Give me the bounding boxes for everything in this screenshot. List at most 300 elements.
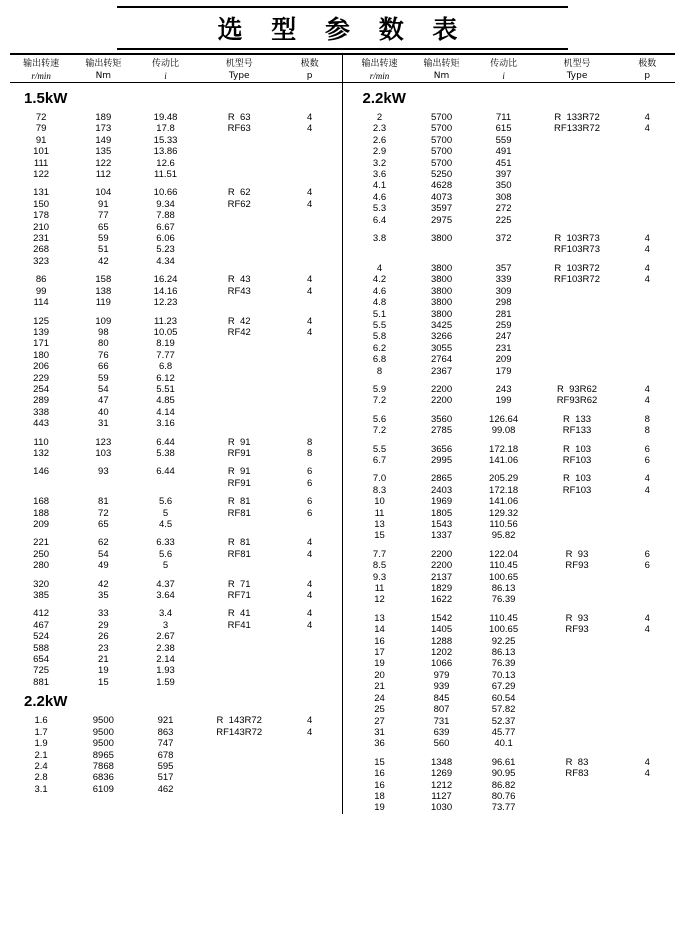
cell-output-torque: 1348 bbox=[430, 756, 453, 768]
cell-output-speed: 320 bbox=[33, 578, 50, 590]
cell-output-speed: 7.0 bbox=[372, 473, 387, 485]
cell-model-type bbox=[197, 654, 282, 665]
cell-model-type bbox=[197, 677, 282, 688]
cell-poles bbox=[282, 654, 338, 665]
cell-poles: 4 bbox=[307, 578, 313, 590]
table-row bbox=[349, 146, 676, 157]
group-spacer-cell bbox=[349, 407, 676, 414]
cell-output-speed: 18 bbox=[374, 790, 385, 802]
table-row bbox=[349, 670, 676, 681]
cell-output-torque: 3425 bbox=[430, 319, 453, 331]
cell-model-type: R 91 bbox=[227, 436, 251, 448]
cell-poles bbox=[282, 210, 338, 221]
cell-output-speed: 12 bbox=[374, 594, 385, 606]
cell-poles bbox=[619, 693, 675, 704]
cell-model-type: RF133R72 bbox=[554, 123, 600, 135]
group-spacer bbox=[10, 459, 338, 466]
cell-ratio: 172.18 bbox=[489, 484, 519, 496]
cell-output-torque: 5250 bbox=[430, 169, 453, 181]
cell-output-speed: 7.7 bbox=[372, 548, 387, 560]
section-title: 2.2kW bbox=[24, 693, 68, 711]
cell-output-torque: 3800 bbox=[430, 297, 453, 309]
cell-output-torque: 26 bbox=[98, 631, 109, 643]
cell-output-torque: 77 bbox=[98, 210, 109, 222]
header-speed-unit: r/min bbox=[31, 71, 51, 81]
table-row bbox=[349, 297, 676, 308]
cell-model-type bbox=[197, 233, 282, 244]
table-row bbox=[10, 350, 338, 361]
table-row bbox=[349, 530, 676, 541]
table-row bbox=[349, 425, 676, 436]
cell-poles: 4 bbox=[644, 233, 650, 245]
table-row bbox=[349, 485, 676, 496]
table-row bbox=[10, 772, 338, 783]
cell-ratio: 3.4 bbox=[158, 608, 173, 620]
table-row bbox=[10, 715, 338, 726]
cell-output-speed: 8.3 bbox=[372, 484, 387, 496]
cell-poles bbox=[282, 677, 338, 688]
cell-ratio: 19.48 bbox=[153, 112, 178, 123]
cell-model-type: RF93 bbox=[565, 560, 589, 572]
cell-poles bbox=[619, 681, 675, 692]
cell-output-speed: 171 bbox=[33, 338, 50, 350]
cell-output-torque: 2865 bbox=[430, 473, 453, 485]
cell-ratio: 90.95 bbox=[491, 768, 516, 780]
cell-output-speed: 31 bbox=[374, 726, 385, 738]
cell-model-type bbox=[197, 361, 282, 372]
table-row bbox=[349, 263, 676, 274]
cell-poles bbox=[619, 530, 675, 541]
cell-ratio: 110.45 bbox=[489, 612, 518, 624]
table-row bbox=[349, 331, 676, 342]
cell-model-type bbox=[535, 658, 620, 669]
table-row bbox=[10, 112, 338, 123]
cell-model-type bbox=[197, 761, 282, 772]
cell-model-type bbox=[535, 158, 620, 169]
table-row bbox=[10, 135, 338, 146]
cell-output-torque: 845 bbox=[433, 692, 450, 704]
cell-poles bbox=[282, 244, 338, 255]
cell-output-torque: 3560 bbox=[430, 413, 453, 425]
cell-poles bbox=[282, 338, 338, 349]
cell-model-type bbox=[535, 286, 620, 297]
cell-output-speed: 3.6 bbox=[372, 169, 387, 181]
group-spacer-cell bbox=[10, 489, 338, 496]
cell-poles: 4 bbox=[307, 537, 313, 549]
cell-output-torque: 93 bbox=[98, 466, 109, 478]
cell-poles: 4 bbox=[307, 123, 313, 135]
table-row bbox=[349, 704, 676, 715]
cell-ratio: 5.38 bbox=[156, 447, 175, 459]
table-row bbox=[349, 180, 676, 191]
cell-output-speed: 9.3 bbox=[372, 571, 387, 583]
table-row bbox=[10, 620, 338, 631]
cell-ratio: 1.93 bbox=[156, 665, 175, 677]
cell-model-type: R 143R72 bbox=[216, 715, 262, 727]
cell-ratio: 711 bbox=[496, 112, 512, 123]
cell-output-speed: 27 bbox=[374, 715, 385, 727]
cell-output-speed: 5.8 bbox=[372, 331, 387, 343]
cell-output-torque bbox=[411, 244, 473, 255]
cell-ratio: 298 bbox=[495, 297, 512, 309]
cell-output-speed: 101 bbox=[33, 146, 50, 158]
cell-ratio: 40.1 bbox=[494, 738, 513, 750]
header-type: 机型号 bbox=[225, 59, 253, 69]
cell-ratio: 281 bbox=[495, 308, 512, 320]
cell-model-type: RF62 bbox=[227, 198, 251, 210]
cell-output-speed: 150 bbox=[33, 198, 50, 210]
cell-output-torque: 112 bbox=[95, 169, 111, 181]
table-row bbox=[10, 373, 338, 384]
cell-poles: 8 bbox=[307, 436, 313, 448]
table-row bbox=[349, 572, 676, 583]
cell-ratio: 559 bbox=[495, 134, 512, 146]
cell-poles: 6 bbox=[307, 466, 313, 478]
table-row bbox=[349, 768, 676, 779]
cell-output-torque: 123 bbox=[95, 436, 112, 448]
table-row bbox=[10, 784, 338, 795]
cell-poles bbox=[619, 496, 675, 507]
cell-ratio: 7.77 bbox=[156, 349, 175, 361]
cell-ratio: 57.82 bbox=[491, 704, 516, 716]
table-row bbox=[10, 738, 338, 749]
cell-ratio: 60.54 bbox=[491, 692, 516, 704]
cell-ratio: 259 bbox=[495, 319, 512, 331]
group-spacer-cell bbox=[10, 309, 338, 316]
group-spacer-cell bbox=[349, 437, 676, 444]
cell-model-type: R 93 bbox=[565, 548, 589, 560]
cell-poles: 4 bbox=[307, 326, 313, 338]
cell-model-type bbox=[197, 210, 282, 221]
cell-output-speed: 467 bbox=[33, 619, 50, 631]
spec-table bbox=[10, 715, 338, 795]
cell-output-torque: 23 bbox=[98, 642, 109, 654]
cell-model-type: R 91 bbox=[227, 466, 251, 478]
cell-output-torque: 3800 bbox=[430, 233, 453, 245]
cell-model-type bbox=[535, 215, 620, 226]
cell-output-speed: 25 bbox=[374, 704, 385, 716]
cell-poles bbox=[282, 784, 338, 795]
cell-output-torque: 62 bbox=[98, 537, 109, 549]
cell-ratio: 76.39 bbox=[491, 658, 516, 670]
group-spacer-cell bbox=[349, 256, 676, 263]
cell-output-torque: 1543 bbox=[430, 519, 453, 530]
cell-output-torque: 2200 bbox=[430, 560, 453, 572]
table-row bbox=[349, 384, 676, 395]
cell-poles: 4 bbox=[307, 274, 313, 286]
header-poles-unit: p bbox=[306, 71, 313, 81]
table-row bbox=[349, 395, 676, 406]
cell-poles bbox=[619, 594, 675, 605]
cell-output-speed: 7.2 bbox=[372, 395, 387, 407]
group-spacer bbox=[10, 530, 338, 537]
cell-output-speed: 111 bbox=[33, 157, 49, 169]
group-spacer bbox=[10, 601, 338, 608]
cell-output-speed: 280 bbox=[33, 560, 50, 572]
cell-ratio: 126.64 bbox=[489, 413, 519, 425]
cell-ratio: 6.44 bbox=[156, 436, 175, 448]
cell-ratio: 141.06 bbox=[489, 496, 519, 508]
cell-ratio: 615 bbox=[495, 123, 512, 135]
cell-ratio: 350 bbox=[495, 180, 512, 192]
cell-ratio: 179 bbox=[495, 365, 512, 377]
cell-ratio: 517 bbox=[157, 772, 174, 784]
cell-output-speed: 5.1 bbox=[372, 308, 387, 320]
table-row bbox=[349, 802, 676, 813]
table-row bbox=[10, 608, 338, 619]
table-row bbox=[349, 244, 676, 255]
cell-poles bbox=[619, 519, 675, 530]
header-ratio-unit: i bbox=[164, 71, 167, 81]
cell-output-speed: 20 bbox=[374, 669, 385, 681]
table-row bbox=[10, 123, 338, 134]
cell-model-type bbox=[197, 169, 282, 180]
cell-poles bbox=[282, 222, 338, 233]
cell-poles: 6 bbox=[307, 477, 313, 489]
group-spacer-cell bbox=[349, 606, 676, 613]
group-spacer-cell bbox=[349, 377, 676, 384]
cell-poles: 6 bbox=[644, 443, 650, 455]
table-row bbox=[349, 716, 676, 727]
cell-output-speed: 8.5 bbox=[372, 560, 387, 572]
group-spacer-cell bbox=[10, 572, 338, 579]
group-spacer-cell bbox=[349, 750, 676, 757]
cell-model-type bbox=[197, 384, 282, 395]
table-row bbox=[10, 169, 338, 180]
table-row bbox=[10, 560, 338, 571]
group-spacer bbox=[349, 226, 676, 233]
cell-ratio: 6.8 bbox=[158, 361, 173, 373]
header-ratio-unit: i bbox=[502, 71, 505, 81]
table-row bbox=[349, 757, 676, 768]
cell-poles bbox=[619, 343, 675, 354]
cell-model-type bbox=[197, 297, 282, 308]
table-row bbox=[349, 215, 676, 226]
table-row bbox=[349, 594, 676, 605]
cell-poles bbox=[282, 407, 338, 418]
cell-output-speed: 168 bbox=[33, 496, 50, 508]
cell-ratio: 6.67 bbox=[156, 221, 175, 233]
cell-poles: 4 bbox=[307, 198, 313, 210]
cell-poles: 4 bbox=[307, 608, 313, 620]
cell-ratio: 309 bbox=[495, 285, 512, 297]
cell-model-type: RF63 bbox=[227, 123, 251, 135]
cell-poles bbox=[619, 320, 675, 331]
cell-output-torque: 3656 bbox=[430, 443, 453, 455]
table-row bbox=[349, 624, 676, 635]
cell-output-torque: 49 bbox=[98, 560, 109, 572]
group-spacer bbox=[10, 267, 338, 274]
cell-poles bbox=[282, 643, 338, 654]
cell-output-torque: 6836 bbox=[92, 772, 114, 784]
table-row bbox=[10, 579, 338, 590]
table-row bbox=[10, 496, 338, 507]
cell-output-speed bbox=[10, 478, 72, 489]
table-row bbox=[10, 677, 338, 688]
cell-ratio: 5.51 bbox=[156, 383, 175, 395]
table-row bbox=[349, 274, 676, 285]
group-spacer-cell bbox=[10, 180, 338, 187]
cell-output-speed: 4.6 bbox=[372, 191, 387, 203]
cell-ratio: 451 bbox=[495, 157, 512, 169]
cell-output-speed: 725 bbox=[33, 665, 50, 677]
cell-output-speed: 5.5 bbox=[372, 319, 387, 331]
cell-model-type: R 93R62 bbox=[556, 383, 598, 395]
cell-ratio: 747 bbox=[157, 738, 174, 750]
cell-model-type: RF143R72 bbox=[216, 726, 263, 738]
cell-output-speed: 268 bbox=[33, 244, 50, 256]
cell-ratio: 96.61 bbox=[491, 756, 516, 768]
table-row bbox=[349, 444, 676, 455]
cell-model-type: R 83 bbox=[565, 756, 589, 768]
cell-model-type bbox=[535, 496, 620, 507]
cell-output-speed: 1.7 bbox=[34, 726, 48, 738]
cell-output-torque: 1066 bbox=[430, 658, 453, 670]
table-row bbox=[10, 508, 338, 519]
header-table-right bbox=[349, 55, 676, 82]
cell-ratio: 372 bbox=[495, 233, 512, 245]
cell-ratio: 2.14 bbox=[156, 654, 175, 666]
group-spacer bbox=[349, 377, 676, 384]
cell-poles bbox=[619, 647, 675, 658]
cell-poles bbox=[282, 146, 338, 157]
cell-output-speed: 323 bbox=[33, 255, 50, 267]
cell-poles bbox=[282, 761, 338, 772]
cell-output-speed: 229 bbox=[33, 372, 50, 384]
cell-poles bbox=[619, 727, 675, 738]
cell-model-type: R 103 bbox=[563, 443, 592, 455]
cell-model-type bbox=[197, 146, 282, 157]
cell-model-type bbox=[535, 530, 620, 541]
cell-output-speed: 19 bbox=[374, 802, 385, 814]
cell-output-torque: 42 bbox=[98, 255, 109, 267]
cell-output-speed: 412 bbox=[33, 608, 50, 620]
table-row bbox=[10, 549, 338, 560]
cell-poles: 4 bbox=[307, 726, 313, 738]
cell-ratio: 67.29 bbox=[491, 681, 516, 693]
cell-model-type: R 93 bbox=[565, 612, 589, 624]
cell-poles bbox=[282, 519, 338, 530]
cell-poles bbox=[619, 583, 675, 594]
cell-model-type: R 81 bbox=[227, 496, 251, 508]
cell-output-speed: 231 bbox=[33, 233, 50, 245]
cell-model-type: R 43 bbox=[227, 274, 251, 286]
table-row bbox=[10, 590, 338, 601]
cell-poles bbox=[282, 384, 338, 395]
table-row bbox=[10, 643, 338, 654]
cell-ratio: 4.14 bbox=[156, 406, 175, 418]
cell-output-torque: 2975 bbox=[430, 214, 453, 226]
cell-model-type: RF83 bbox=[565, 768, 589, 780]
cell-poles: 4 bbox=[644, 612, 650, 624]
cell-output-torque: 66 bbox=[98, 361, 109, 373]
table-row bbox=[349, 519, 676, 530]
cell-ratio: 225 bbox=[495, 214, 512, 226]
cell-model-type bbox=[535, 572, 620, 583]
cell-ratio: 141.06 bbox=[489, 454, 519, 466]
cell-output-speed: 99 bbox=[35, 285, 47, 297]
cell-model-type bbox=[535, 343, 620, 354]
cell-model-type bbox=[197, 772, 282, 783]
cell-model-type bbox=[197, 560, 282, 571]
cell-poles bbox=[282, 373, 338, 384]
cell-output-speed: 4.6 bbox=[372, 285, 387, 297]
cell-output-torque: 158 bbox=[95, 274, 112, 286]
table-row bbox=[10, 158, 338, 169]
cell-poles: 6 bbox=[307, 496, 313, 508]
cell-output-torque: 109 bbox=[95, 315, 112, 327]
cell-poles bbox=[282, 418, 338, 429]
cell-ratio: 491 bbox=[495, 146, 512, 158]
cell-ratio: 5.6 bbox=[158, 496, 173, 508]
cell-output-speed: 2.9 bbox=[372, 146, 387, 158]
cell-poles: 4 bbox=[307, 187, 313, 199]
cell-poles bbox=[282, 350, 338, 361]
cell-output-torque bbox=[72, 478, 134, 489]
table-row bbox=[349, 681, 676, 692]
cell-output-speed: 588 bbox=[33, 642, 50, 654]
table-row bbox=[349, 496, 676, 507]
cell-ratio: 95.82 bbox=[491, 530, 516, 542]
cell-output-speed: 10 bbox=[374, 496, 385, 508]
cell-model-type: R 103R72 bbox=[554, 262, 600, 274]
cell-output-speed: 3.8 bbox=[372, 233, 387, 245]
cell-output-speed: 139 bbox=[33, 326, 50, 338]
table-row bbox=[349, 583, 676, 594]
cell-output-speed: 289 bbox=[33, 395, 50, 407]
cell-output-torque: 979 bbox=[433, 669, 450, 681]
cell-model-type: RF133 bbox=[562, 425, 592, 437]
table-row bbox=[10, 297, 338, 308]
cell-ratio: 7.88 bbox=[156, 210, 175, 222]
cell-poles bbox=[282, 361, 338, 372]
group-spacer bbox=[10, 572, 338, 579]
cell-output-torque: 59 bbox=[98, 372, 109, 384]
cell-output-speed: 178 bbox=[33, 210, 50, 222]
cell-ratio: 5 bbox=[162, 507, 169, 519]
cell-output-torque: 2403 bbox=[430, 484, 453, 496]
cell-output-speed: 338 bbox=[33, 406, 50, 418]
cell-output-torque: 119 bbox=[95, 297, 111, 309]
cell-model-type bbox=[535, 738, 620, 749]
table-row bbox=[349, 169, 676, 180]
table-row bbox=[10, 407, 338, 418]
cell-output-speed: 4.2 bbox=[372, 274, 387, 286]
cell-poles bbox=[282, 665, 338, 676]
cell-poles bbox=[619, 192, 675, 203]
group-spacer bbox=[10, 309, 338, 316]
cell-output-torque: 1829 bbox=[430, 583, 453, 595]
table-row bbox=[10, 327, 338, 338]
cell-output-speed bbox=[349, 244, 411, 255]
cell-output-torque: 5700 bbox=[430, 146, 453, 158]
cell-ratio: 76.39 bbox=[491, 594, 516, 606]
cell-output-speed: 1.6 bbox=[34, 715, 48, 727]
table-row bbox=[10, 338, 338, 349]
cell-poles bbox=[282, 135, 338, 146]
group-spacer bbox=[349, 466, 676, 473]
cell-model-type: R 81 bbox=[227, 537, 251, 549]
header-labels-row bbox=[10, 55, 338, 70]
cell-model-type: RF43 bbox=[227, 285, 251, 297]
cell-model-type bbox=[535, 331, 620, 342]
cell-output-speed: 5.9 bbox=[372, 383, 387, 395]
cell-ratio bbox=[473, 244, 535, 255]
header-units-row bbox=[349, 70, 676, 82]
cell-poles: 4 bbox=[644, 274, 650, 286]
cell-model-type bbox=[535, 647, 620, 658]
cell-poles: 4 bbox=[644, 624, 650, 636]
